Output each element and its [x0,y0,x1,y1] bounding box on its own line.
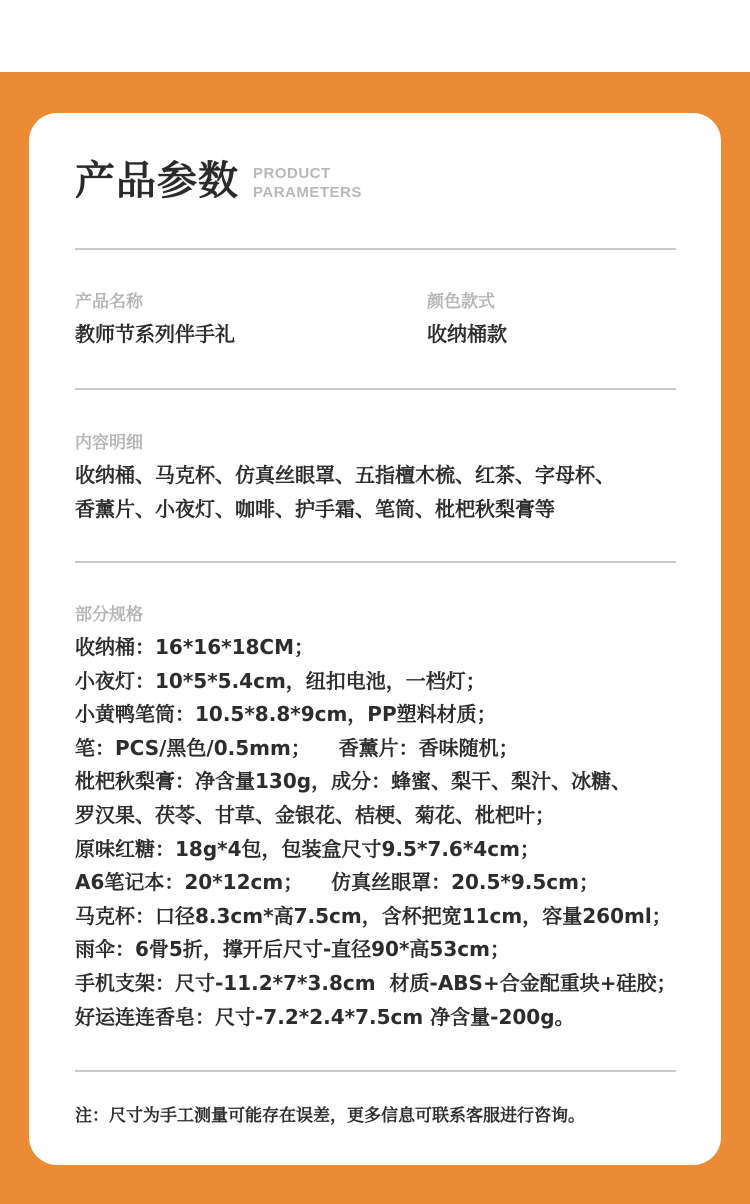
divider [75,1070,676,1072]
color-style-label: 颜色款式 [427,292,495,312]
divider [75,561,676,563]
contents-line: 香薰片、小夜灯、咖啡、护手霜、笔筒、枇杷秋梨膏等 [75,496,555,521]
spec-line: 小夜灯：10*5*5.4cm，纽扣电池，一档灯； [75,668,486,693]
spec-line: 手机支架：尺寸-11.2*7*3.8cm 材质-ABS+合金配重块+硅胶； [75,970,677,995]
spec-line: A6笔记本：20*12cm； 仿真丝眼罩：20.5*9.5cm； [75,870,599,895]
specs-list [75,631,676,1034]
divider [75,248,676,250]
section-header [75,157,362,205]
spec-line: 罗汉果、茯苓、甘草、金银花、桔梗、菊花、枇杷叶； [75,802,555,827]
divider [75,388,676,390]
contents-label: 内容明细 [75,433,143,453]
measurement-note: 注：尺寸为手工测量可能存在误差，更多信息可联系客服进行咨询。 [75,1106,585,1126]
specs-label: 部分规格 [75,605,143,625]
section-title: 产品参数 [75,158,239,204]
subtitle-line-2: PARAMETERS [253,184,362,201]
spec-line: 马克杯：口径8.3cm*高7.5cm，含杯把宽11cm，容量260ml； [75,903,672,928]
spec-line: 笔：PCS/黑色/0.5mm； 香薰片：香味随机； [75,735,519,760]
product-name-label: 产品名称 [75,292,143,312]
spec-line: 原味红糖：18g*4包，包装盒尺寸9.5*7.6*4cm； [75,836,540,861]
contents-list [75,459,615,526]
subtitle-line-1: PRODUCT [253,165,331,182]
color-style-value: 收纳桶款 [427,322,507,346]
product-parameters-card [29,113,721,1165]
spec-line: 雨伞：6骨5折，撑开后尺寸-直径90*高53cm； [75,937,510,962]
section-subtitle [253,160,362,202]
contents-line: 收纳桶、马克杯、仿真丝眼罩、五指檀木梳、红茶、字母杯、 [75,463,615,487]
spec-line: 小黄鸭笔筒：10.5*8.8*9cm，PP塑料材质； [75,702,497,727]
spec-line: 枇杷秋梨膏：净含量130g，成分：蜂蜜、梨干、梨汁、冰糖、 [75,769,632,794]
spec-line: 好运连连香皂：尺寸-7.2*2.4*7.5cm 净含量-200g。 [75,1004,575,1029]
product-name-value: 教师节系列伴手礼 [75,322,235,346]
spec-line: 收纳桶：16*16*18CM； [75,635,314,659]
